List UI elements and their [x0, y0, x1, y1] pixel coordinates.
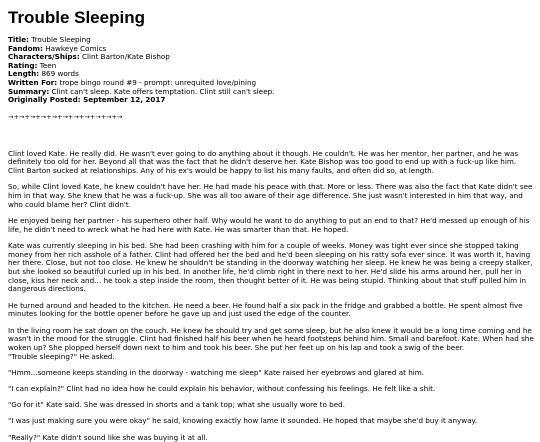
meta-rating: Rating: Teen: [8, 60, 57, 70]
story-paragraph: He turned around and headed to the kitchen. He need a beer. He found half a six pack in the fridge and grabbed a bottle. He spent almost five minutes looking for the bottle opener before he gave up and just used the edge of the counter.: [8, 300, 523, 319]
meta-characters: Characters/Ships: Clint Barton/Kate Bishop: [8, 52, 170, 62]
story-body: [8, 150, 534, 442]
story-paragraph: "Go for it" Kate said. She was dressed in shorts and a tank top; what she usually wore to bed.: [8, 400, 345, 410]
story-paragraph: In the living room he sat down on the couch. He knew he should try and get some sleep, but he also knew it would be a long time coming and he wasn't in the mood for the struggle. Clint had finished half his beer when he heard footsteps behind him. Small and barefoot. Kate. When had she woken up? She plopped herself down next to him and took his beer. She put her feet up on his lap and took a swig of the beer.: [8, 325, 534, 352]
story-paragraph: "Trouble sleeping?" He asked.: [8, 351, 115, 361]
story-paragraph: He enjoyed being her partner - his superhero other half. Why would he want to do anything to put an end to that? He'd messed up enough of his life, he didn't need to wreck what he had here with Kate. He was smarter than that. He hoped.: [8, 215, 530, 234]
arrow-divider: →+→+→+→+→+→+→+→+→+→+→: [8, 112, 123, 121]
story-paragraph: "I was just making sure you were okay" he said, knowing exactly how lame it sounded. He hoped that maybe she'd buy it anyway.: [8, 416, 478, 426]
story-paragraph: So, while Clint loved Kate, he knew couldn't have her. He had made his peace with that. More or less. There was also the fact that Kate didn't see him in that way. She knew that he was a fuck-up. She was all too aware of their age difference. She just wasn't interested in him that way, and who could blame her? Clint didn't.: [8, 182, 533, 209]
story-paragraph: "I can explain?" Clint had no idea how he could explain his behavior, without confessing his feelings. He felt like a shit.: [8, 384, 436, 394]
story-metadata: [8, 36, 534, 105]
meta-originally-posted: Originally Posted: September 12, 2017: [8, 95, 166, 105]
story-paragraph: Clint loved Kate. He really did. He wasn't ever going to do anything about it though. He couldn't. He was her mentor, her partner, and he was definitely too old for her. Beyond all that was the fact that he didn't deserve her. Kate Bishop was too good to end up with a fuck-up like him. Clint Barton sucked at relationships. Any of his ex's would be happy to list his many faults, and often did so, at length.: [8, 148, 519, 176]
meta-written-for: Written For: trope bingo round #9 - prompt: unrequited love/pining: [8, 77, 257, 87]
story-paragraph: "Really?" Kate didn't sound like she was buying it at all.: [8, 432, 208, 442]
story-paragraph: "Hmm...someone keeps standing in the doorway - watching me sleep" Kate raised her eyebrows and glared at him.: [8, 367, 425, 377]
meta-fandom: Fandom: Hawkeye Comics: [8, 43, 107, 53]
meta-summary: Summary: Clint can't sleep. Kate offers temptation. Clint still can't sleep.: [8, 86, 275, 96]
meta-length: Length: 869 words: [8, 69, 79, 79]
story-paragraph: Kate was currently sleeping in his bed. She had been crashing with him for a couple of weeks. Money was tight ever since she stopped taking money from her rich asshole of a father. Clint had offered her the bed and he'd been sleeping on his ratty sofa ever since. It was worth it, having her there. Close, but not too close. He knew he shouldn't be standing in the doorway watching her sleep. He knew he was being a creepy stalker, but she looked so beautiful curled up in his bed. In another life, he'd climb right in there next to her. He'd slide his arms around her, pull her in close, kiss her neck and… he took a step inside the room, then thought better of it. He was being stupid. Thinking about that stuff pulled him in dangerous directions.: [8, 240, 533, 294]
meta-title: Title: Trouble Sleeping: [8, 35, 91, 44]
page-title: Trouble Sleeping: [8, 8, 145, 27]
